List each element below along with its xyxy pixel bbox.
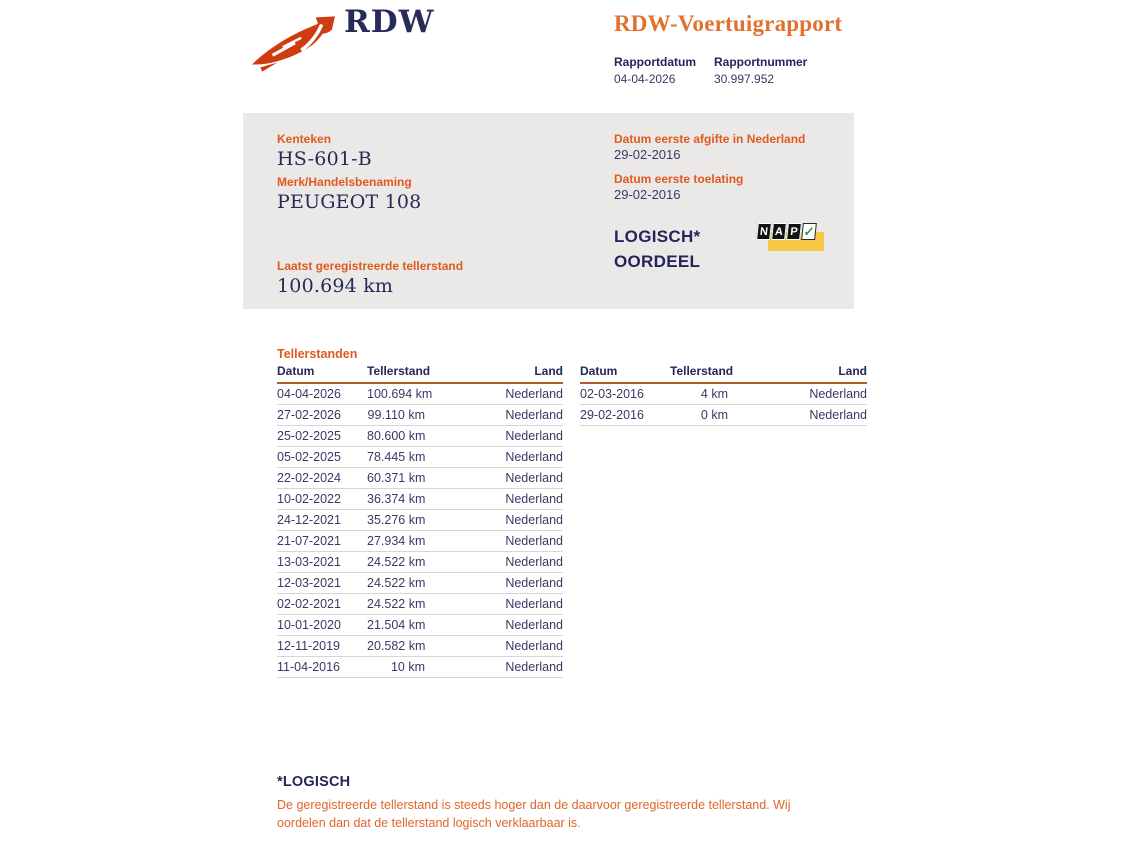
nap-letter-n: N <box>756 223 772 240</box>
cell-land: Nederland <box>425 552 563 573</box>
nap-logo <box>757 223 825 253</box>
report-meta <box>614 55 807 86</box>
cell-datum: 05-02-2025 <box>277 447 367 468</box>
merk-value: PEUGEOT 108 <box>277 191 422 213</box>
footnote-title <box>277 774 837 790</box>
header-land: Land <box>425 364 563 383</box>
cell-datum: 25-02-2025 <box>277 426 367 447</box>
cell-tellerstand: 27.934 km <box>367 531 425 552</box>
report-date-field <box>614 55 696 86</box>
header-datum: Datum <box>277 364 367 383</box>
table-header-row <box>277 364 563 383</box>
cell-land: Nederland <box>425 468 563 489</box>
cell-land: Nederland <box>425 383 563 405</box>
nap-letter-tiles <box>756 223 817 240</box>
header-tellerstand: Tellerstand <box>367 364 425 383</box>
cell-land: Nederland <box>425 573 563 594</box>
verdict-line1: LOGISCH* <box>614 227 701 246</box>
table-row <box>277 657 563 678</box>
page-title: RDW-Voertuigrapport <box>614 11 843 36</box>
table-row <box>277 573 563 594</box>
footnote-asterisk: * <box>277 774 283 790</box>
cell-tellerstand: 24.522 km <box>367 573 425 594</box>
report-number-value: 30.997.952 <box>714 72 775 86</box>
table-row <box>277 510 563 531</box>
cell-datum: 22-02-2024 <box>277 468 367 489</box>
report-date-label: Rapportdatum <box>614 55 696 69</box>
report-date-value: 04-04-2026 <box>614 72 676 86</box>
table-row <box>277 426 563 447</box>
header-tellerstand: Tellerstand <box>670 364 728 383</box>
nap-check-icon: ✓ <box>802 223 816 239</box>
tellerstanden-section-title: Tellerstanden <box>277 347 358 361</box>
cell-land: Nederland <box>425 531 563 552</box>
cell-datum: 12-03-2021 <box>277 573 367 594</box>
report-number-label: Rapportnummer <box>714 55 808 69</box>
cell-tellerstand: 24.522 km <box>367 552 425 573</box>
table-header-row <box>580 364 867 383</box>
cell-land: Nederland <box>425 489 563 510</box>
eerste-toelating-label: Datum eerste toelating <box>614 172 744 186</box>
report-number-field <box>714 55 807 86</box>
cell-tellerstand: 100.694 km <box>367 383 425 405</box>
cell-tellerstand: 78.445 km <box>367 447 425 468</box>
summary-left-column <box>277 132 577 302</box>
cell-datum: 27-02-2026 <box>277 405 367 426</box>
table-row <box>277 636 563 657</box>
table-row <box>277 531 563 552</box>
nap-letter-a: A <box>771 223 787 240</box>
cell-land: Nederland <box>425 594 563 615</box>
cell-datum: 12-11-2019 <box>277 636 367 657</box>
cell-tellerstand: 36.374 km <box>367 489 425 510</box>
kenteken-value: HS-601-B <box>277 148 372 170</box>
odometer-table-right <box>580 364 867 426</box>
cell-tellerstand: 35.276 km <box>367 510 425 531</box>
cell-datum: 21-07-2021 <box>277 531 367 552</box>
cell-land: Nederland <box>425 510 563 531</box>
cell-land: Nederland <box>425 657 563 678</box>
header-datum: Datum <box>580 364 670 383</box>
vehicle-summary-panel <box>243 113 854 309</box>
tellerstand-value: 100.694 km <box>277 275 394 297</box>
cell-land: Nederland <box>425 447 563 468</box>
cell-land: Nederland <box>425 426 563 447</box>
cell-tellerstand: 21.504 km <box>367 615 425 636</box>
tellerstand-label: Laatst geregistreerde tellerstand <box>277 259 464 273</box>
table-row <box>277 489 563 510</box>
footnote-text: De geregistreerde tellerstand is steeds hoger dan de daarvoor geregistreerde tellerstand. Wij oordelen dan dat de tellerstand logisch verklaarbaar is. <box>277 798 791 830</box>
table-row <box>277 615 563 636</box>
cell-datum: 02-03-2016 <box>580 383 670 405</box>
table-row <box>277 447 563 468</box>
table-row <box>277 468 563 489</box>
table-row <box>277 552 563 573</box>
nap-letter-p: P <box>786 223 802 240</box>
table-row <box>277 405 563 426</box>
table-row <box>277 594 563 615</box>
table-row <box>580 405 867 426</box>
logisch-footnote <box>277 774 837 832</box>
cell-tellerstand: 10 km <box>367 657 425 678</box>
cell-land: Nederland <box>425 405 563 426</box>
cell-tellerstand: 80.600 km <box>367 426 425 447</box>
cell-tellerstand: 0 km <box>670 405 728 426</box>
cell-datum: 11-04-2016 <box>277 657 367 678</box>
cell-tellerstand: 20.582 km <box>367 636 425 657</box>
cell-datum: 10-01-2020 <box>277 615 367 636</box>
cell-datum: 24-12-2021 <box>277 510 367 531</box>
cell-datum: 04-04-2026 <box>277 383 367 405</box>
header-land: Land <box>728 364 867 383</box>
cell-land: Nederland <box>728 405 867 426</box>
kenteken-label: Kenteken <box>277 132 332 146</box>
rdw-wordmark: RDW <box>344 4 435 40</box>
cell-datum: 13-03-2021 <box>277 552 367 573</box>
cell-datum: 29-02-2016 <box>580 405 670 426</box>
eerste-toelating-value: 29-02-2016 <box>614 187 681 202</box>
table-row <box>277 383 563 405</box>
cell-tellerstand: 4 km <box>670 383 728 405</box>
cell-datum: 10-02-2022 <box>277 489 367 510</box>
cell-datum: 02-02-2021 <box>277 594 367 615</box>
cell-land: Nederland <box>425 615 563 636</box>
odometer-table-left <box>277 364 563 678</box>
footnote-title-text: LOGISCH <box>282 774 351 790</box>
cell-tellerstand: 60.371 km <box>367 468 425 489</box>
table-row <box>580 383 867 405</box>
rdw-logo-icon <box>250 16 336 74</box>
cell-land: Nederland <box>728 383 867 405</box>
cell-tellerstand: 99.110 km <box>367 405 425 426</box>
cell-land: Nederland <box>425 636 563 657</box>
eerste-afgifte-label: Datum eerste afgifte in Nederland <box>614 132 806 146</box>
verdict-line2: OORDEEL <box>614 252 701 271</box>
cell-tellerstand: 24.522 km <box>367 594 425 615</box>
merk-label: Merk/Handelsbenaming <box>277 175 412 189</box>
eerste-afgifte-value: 29-02-2016 <box>614 147 681 162</box>
